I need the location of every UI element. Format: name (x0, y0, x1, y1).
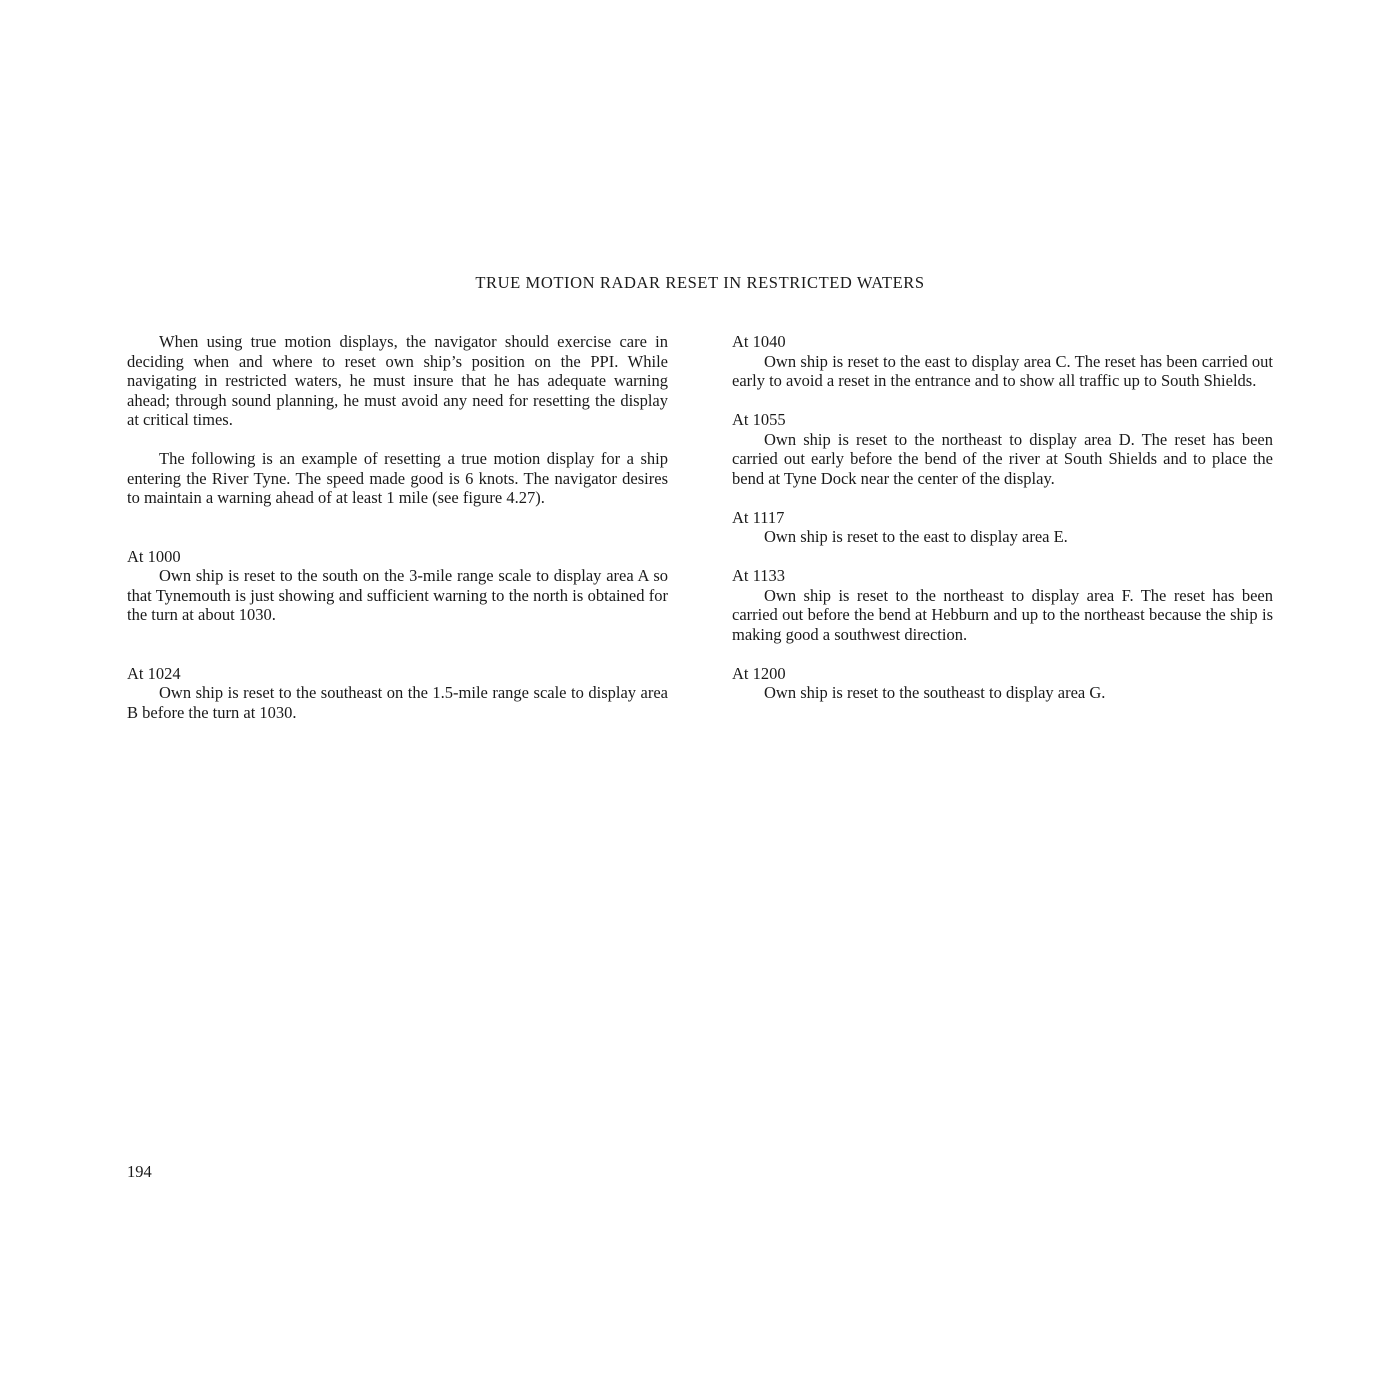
right-column (732, 332, 1273, 703)
entry-text: Own ship is reset to the south on the 3-mile range scale to display area A so that Tynemouth is just showing and sufficient warning to the north is obtained for the turn at about 1030. (127, 566, 668, 624)
page-title: TRUE MOTION RADAR RESET IN RESTRICTED WATERS (475, 273, 925, 292)
entry-text: Own ship is reset to the northeast to display area F. The reset has been carried out before the bend at Hebburn and up to the northeast because the ship is making good a southwest direction. (732, 585, 1273, 644)
entry-time: At 1000 (127, 546, 181, 566)
entry-time: At 1055 (732, 410, 786, 429)
reset-entry-1200 (732, 664, 1273, 703)
page-number: 194 (127, 1162, 152, 1181)
entry-time: At 1133 (732, 566, 786, 585)
reset-entry-1000 (127, 547, 668, 625)
entry-text: Own ship is reset to the east to display area E. (764, 527, 1068, 546)
entry-time: At 1024 (127, 663, 181, 683)
entry-time: At 1117 (732, 507, 785, 527)
entry-text: Own ship is reset to the northeast to display area D. The reset has been carried out early before the bend of the river at South Shields and to place the bend at Tyne Dock near the center of the display. (732, 429, 1273, 488)
entry-text: Own ship is reset to the east to display area C. The reset has been carried out early to avoid a reset in the entrance and to show all traffic up to South Shields. (732, 351, 1273, 390)
reset-entry-1055 (732, 410, 1273, 488)
entry-time: At 1200 (732, 663, 786, 683)
intro-paragraph: When using true motion displays, the navigator should exercise care in deciding when and where to reset own ship’s position on the PPI. While navigating in restricted waters, he must insure that he has adequate warning ahead; through sound planning, he must avoid any need for resetting the display at critical times. (127, 332, 668, 429)
entry-text: Own ship is reset to the southeast to display area G. (764, 683, 1106, 702)
entry-time: At 1040 (732, 332, 786, 351)
reset-entry-1040 (732, 332, 1273, 391)
reset-entry-1133 (732, 566, 1273, 644)
reset-entry-1024 (127, 664, 668, 723)
example-paragraph: The following is an example of resetting a true motion display for a ship entering the River Tyne. The speed made good is 6 knots. The navigator desires to maintain a warning ahead of at least 1 mile (see figure 4.27). (127, 449, 668, 507)
reset-entry-1117 (732, 508, 1273, 547)
entry-text: Own ship is reset to the southeast on the 1.5-mile range scale to display area B before the turn at 1030. (127, 683, 668, 722)
left-column (127, 332, 668, 722)
